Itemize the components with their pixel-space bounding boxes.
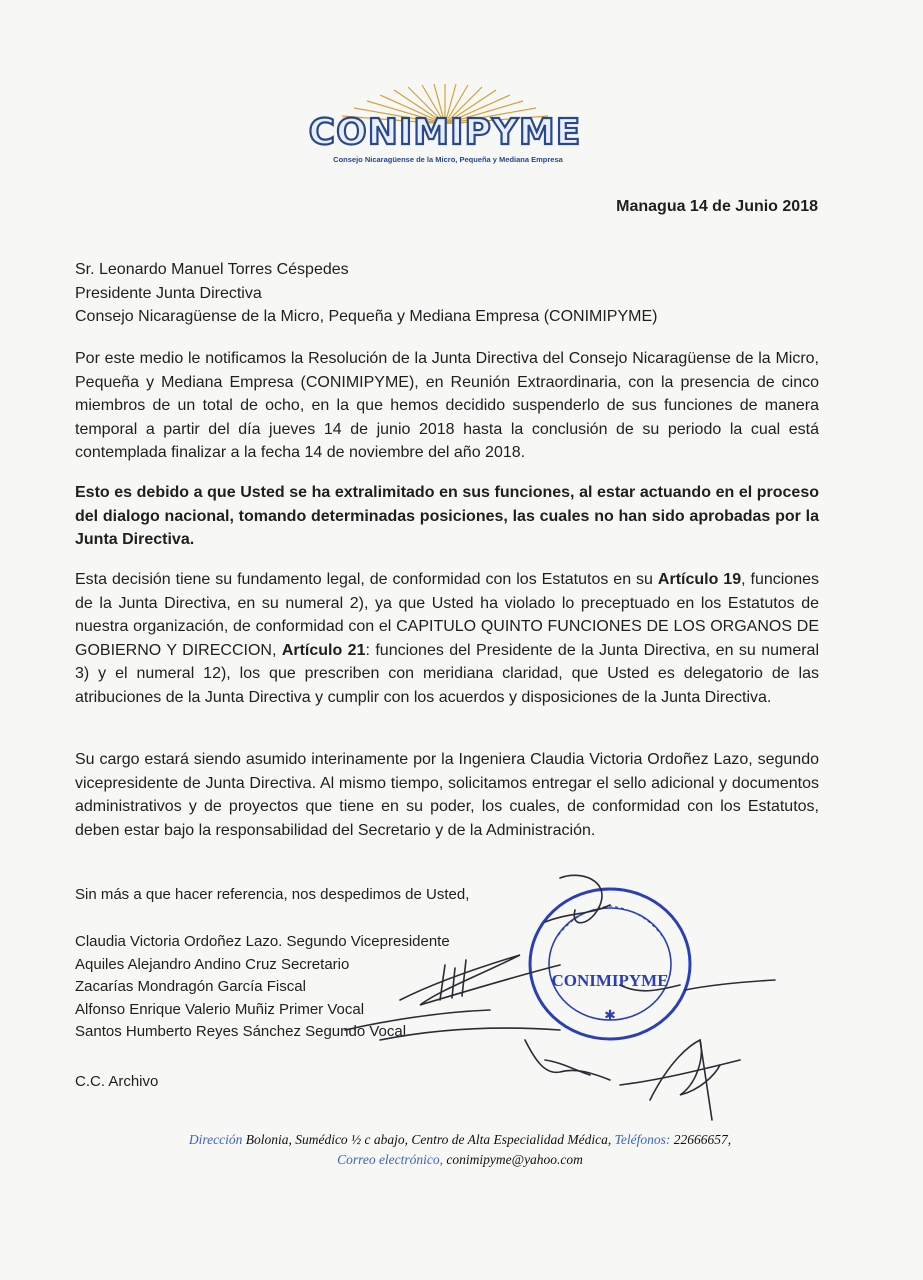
- conimipyme-logo: [262, 84, 628, 170]
- signatory-line: Santos Humberto Reyes Sánchez Segundo Vocal: [75, 1023, 407, 1041]
- stamp-center-text: CONIMIPYME: [551, 971, 669, 990]
- footer-direccion-label: Dirección: [188, 1132, 243, 1147]
- logo-tagline: Consejo Nicaragüense de la Micro, Pequeña y Mediana Empresa: [333, 155, 563, 164]
- cc-archivo: C.C. Archivo: [75, 1073, 159, 1090]
- addressee-block: [75, 258, 657, 329]
- paragraph-3-text: Esta decisión tiene su fundamento legal, de conformidad con los Estatutos en su: [75, 571, 658, 588]
- body-paragraph-1: Por este medio le notificamos la Resolución de la Junta Directiva del Consejo Nicaragüense de la Micro, Pequeña y Mediana Empresa (CONIMIPYME), en Reunión Extraordinaria, con la presencia de cinco miembros de un total de ocho, en la que hemos decidido suspenderlo de sus funciones de manera temporal a partir del día jueves 14 de junio 2018 hasta la conclusión de su periodo la cual está contemplada finalizar a la fecha 14 de noviembre del año 2018.: [75, 350, 819, 462]
- article-19-ref: Artículo 19: [657, 571, 742, 588]
- footer-correo-label: Correo electrónico,: [337, 1152, 444, 1167]
- addressee-organization: Consejo Nicaragüense de la Micro, Pequeña y Mediana Empresa (CONIMIPYME): [75, 308, 658, 325]
- signatory-line: Alfonso Enrique Valerio Muñiz Primer Vocal: [75, 1000, 365, 1018]
- footer-telefonos-label: Teléfonos:: [614, 1132, 671, 1147]
- addressee-name: Sr. Leonardo Manuel Torres Céspedes: [75, 261, 349, 278]
- closing-line: Sin más a que hacer referencia, nos despedimos de Usted,: [75, 886, 470, 903]
- paragraph-3-text: , funciones de la Junta Directiva, en su numeral 2), ya que Usted ha violado lo preceptuado en los Estatutos de nuestra organización, de conformidad con el CAPITULO QUINTO FUNCIONES DE LOS ORGANOS DE GOBIERNO Y DIRECCION,: [75, 571, 819, 659]
- footer-line-1: [60, 1130, 860, 1150]
- signatories-list: [75, 931, 450, 1044]
- article-21-ref: Artículo 21: [281, 641, 366, 659]
- letterhead-footer: [60, 1130, 860, 1170]
- stamp-star-icon: ✱: [604, 1008, 616, 1024]
- footer-direccion-value: Bolonia, Sumédico ½ c abajo, Centro de Alta Especialidad Médica,: [242, 1132, 615, 1147]
- footer-email: conimipyme@yahoo.com: [443, 1152, 583, 1167]
- footer-line-2: [60, 1150, 860, 1170]
- footer-telefonos-value: 22666657,: [670, 1132, 732, 1147]
- logo-wordmark: CONIMIPYME: [308, 112, 582, 153]
- signatory-line: Zacarías Mondragón García Fiscal: [75, 978, 306, 996]
- body-paragraph-2-bold: Esto es debido a que Usted se ha extralimitado en sus funciones, al estar actuando en el proceso del dialogo nacional, tomando determinadas posiciones, las cuales no han sido aprobadas por la Junta Directiva.: [75, 484, 819, 549]
- addressee-position: Presidente Junta Directiva: [75, 284, 262, 302]
- signatory-line: Aquiles Alejandro Andino Cruz Secretario: [75, 955, 350, 973]
- paragraph-3-text: : funciones del Presidente de la Junta Directiva, en su numeral 3) y el numeral 12), los que prescriben con meridiana claridad, que Usted es delegatorio de las atribuciones de la Junta Directiva y cumplir con los acuerdos y disposiciones de la Junta Directiva.: [75, 641, 820, 706]
- letter-date: Managua 14 de Junio 2018: [616, 198, 818, 215]
- signatory-line: Claudia Victoria Ordoñez Lazo. Segundo Vicepresidente: [75, 933, 450, 950]
- body-paragraph-4: Su cargo estará siendo asumido interinamente por la Ingeniera Claudia Victoria Ordoñez Lazo, segundo vicepresidente de Junta Directiva. Al mismo tiempo, solicitamos entregar el sello adicional y documentos administrativos y de proyectos que tiene en su poder, los cuales, de conformidad con los Estatutos, deben estar bajo la responsabilidad del Secretario y de la Administración.: [75, 751, 819, 839]
- official-stamp: [515, 870, 705, 1050]
- body-paragraph-3: [75, 568, 819, 710]
